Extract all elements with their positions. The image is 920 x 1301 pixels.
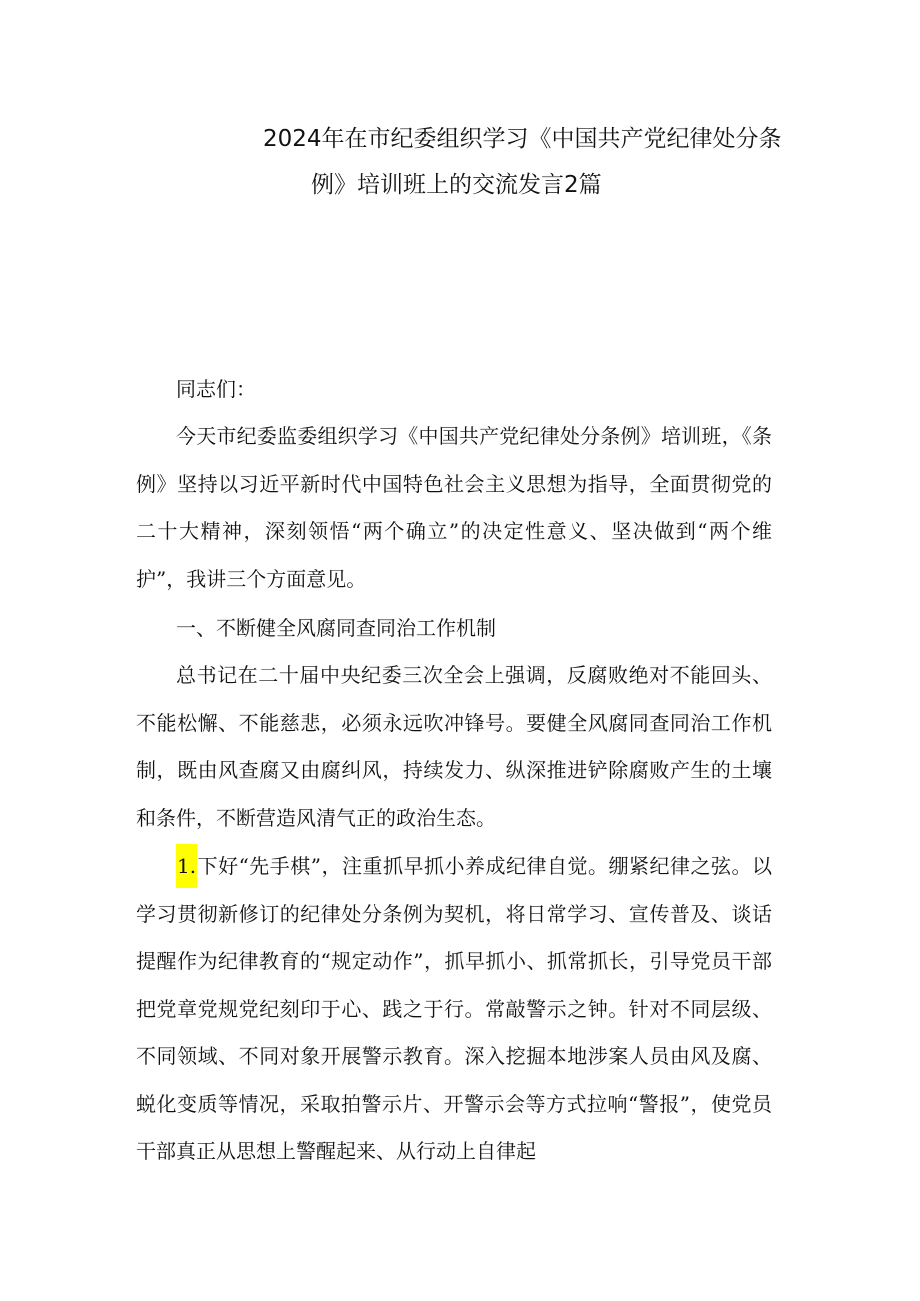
section-1-paragraph: 总书记在二十届中央纪委三次全会上强调，反腐败绝对不能回头、不能松懈、不能慈悲，必须永远吹冲锋号。要健全风腐同查同治工作机制，既由风查腐又由腐纠风，持续发力、纵深推进铲除腐败产生的土壤和条件，不断营造风清气正的政治生态。 — [136, 663, 772, 830]
highlighted-item-number: 1. — [176, 844, 197, 888]
section-heading-1: 一、不断健全风腐同查同治工作机制 — [176, 616, 496, 640]
list-item-1-text: 下好“先手棋”，注重抓早抓小养成纪律自觉。绷紧纪律之弦。以学习贯彻新修订的纪律处分条例为契机，将日常学习、宣传普及、谈话提醒作为纪律教育的“规定动作”，抓早抓小、抓常抓长，引导党员干部把党章党规党纪刻印于心、践之于行。常敲警示之钟。针对不同层级、不同领域、不同对象开展警示教育。深入挖掘本地涉案人员由风及腐、蜕化变质等情况，采取拍警示片、开警示会等方式拉响“警报”，使党员干部真正从思想上警醒起来、从行动上自律起 — [136, 854, 772, 1163]
intro-paragraph: 今天市纪委监委组织学习《中国共产党纪律处分条例》培训班，《条例》坚持以习近平新时代中国特色社会主义思想为指导，全面贯彻党的二十大精神，深刻领悟“两个确立”的决定性意义、坚决做到“两个维护”，我讲三个方面意见。 — [136, 424, 772, 591]
list-item-1 — [136, 843, 772, 1176]
document-title-line-2: 例》培训班上的交流发言2篇 — [311, 172, 602, 198]
document-title-line-1: 2024年在市纪委组织学习《中国共产党纪律处分条 — [263, 126, 782, 152]
greeting: 同志们： — [176, 377, 256, 401]
